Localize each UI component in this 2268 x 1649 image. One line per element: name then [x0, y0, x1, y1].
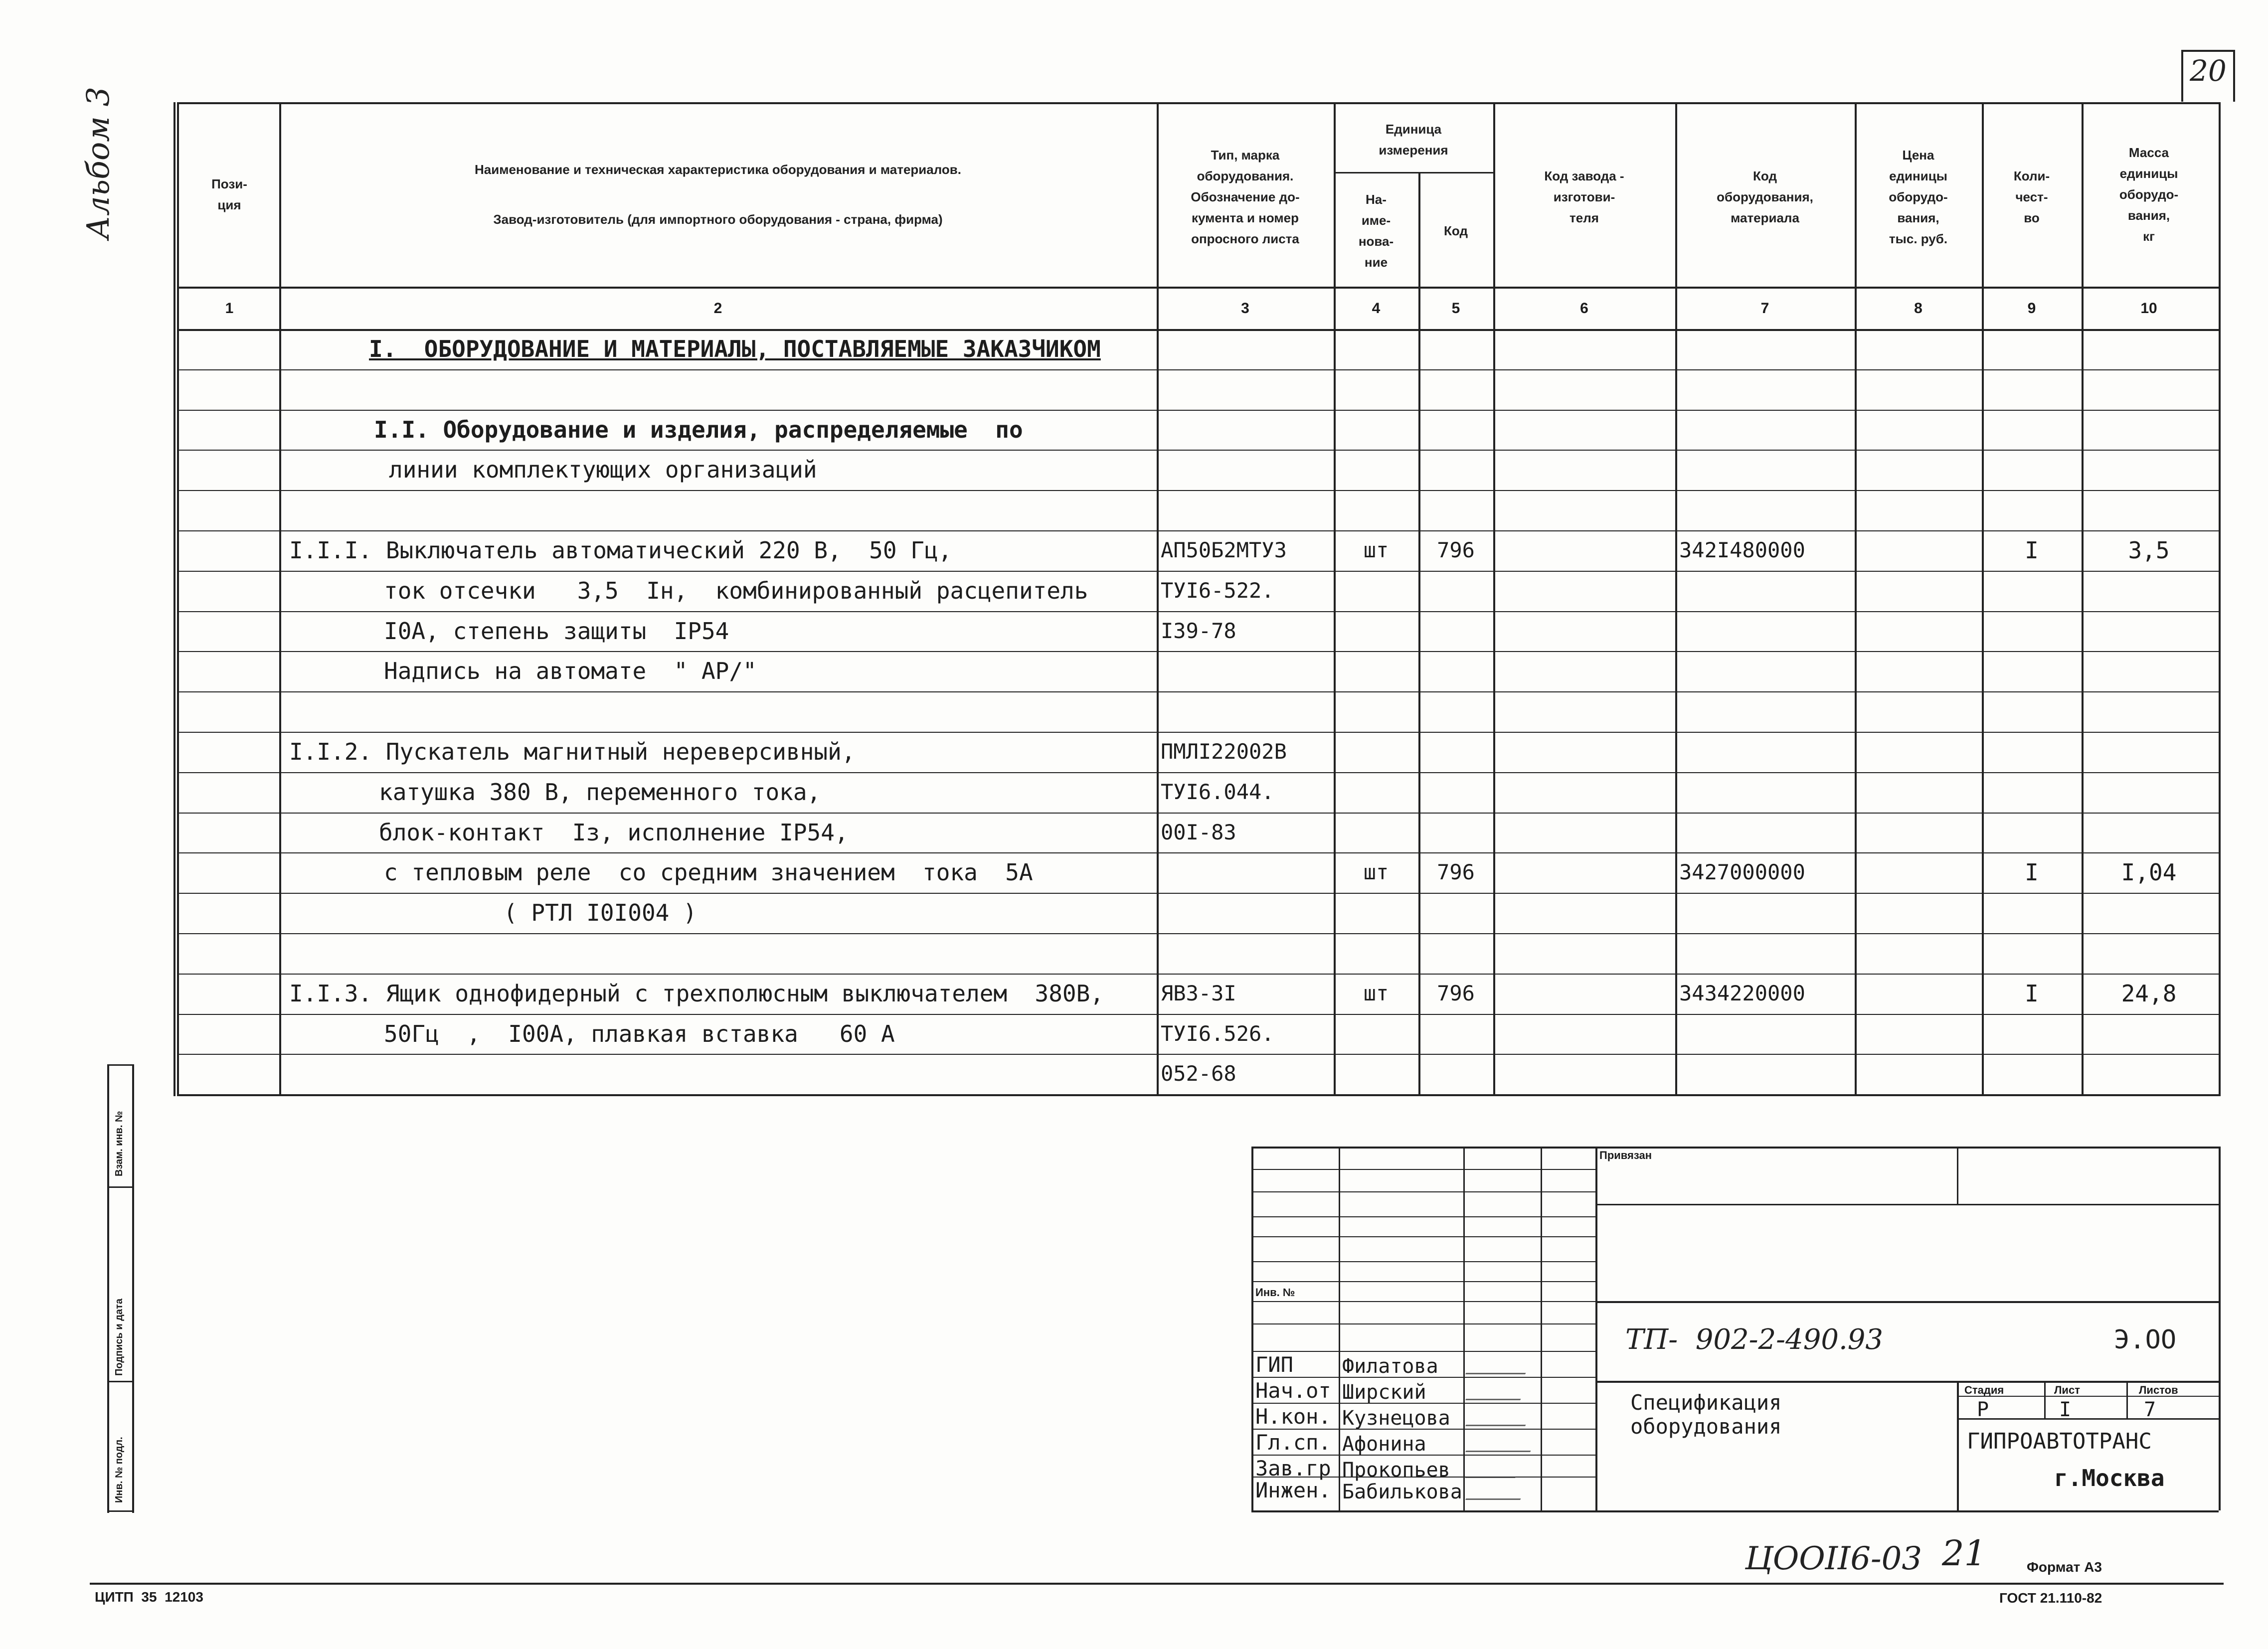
row-name: I.I.2. Пускатель магнитный нереверсивный,	[289, 738, 856, 765]
staff-name-0: Филатова	[1342, 1355, 1438, 1378]
row-mass: I,04	[2121, 859, 2177, 886]
row-name: I.I.I. Выключатель автоматический 220 В, 50 Гц,	[289, 537, 952, 564]
table-rule	[177, 691, 2219, 692]
title-block-rule	[1251, 1510, 2219, 1512]
row-equip-code: 342I480000	[1679, 538, 1805, 562]
table-rule	[177, 369, 2219, 370]
header-equip-code: Код оборудования, материала	[1717, 168, 1813, 225]
sheet-label: Лист	[2054, 1384, 2080, 1396]
row-type: ТУI6.526.	[1161, 1021, 1274, 1046]
title-block-rule	[1541, 1147, 1542, 1510]
title-block-rule	[2219, 1147, 2221, 1510]
row-name: ток отсечки 3,5 Iн, комбинированный расцепитель	[384, 577, 1088, 604]
stage-value: Р	[1977, 1398, 1989, 1421]
row-type: АП50Б2МТУЗ	[1161, 538, 1287, 562]
footer-handwritten-num: 21	[1942, 1533, 1987, 1574]
row-type: ЯВЗ-3I	[1161, 981, 1236, 1005]
side-stamp-rule	[107, 1186, 134, 1188]
row-unit-code: 796	[1437, 860, 1475, 885]
side-stamp-rule	[107, 1064, 109, 1513]
signature	[1465, 1403, 1536, 1426]
signature	[1465, 1351, 1536, 1374]
colnum-4: 4	[1372, 300, 1381, 317]
table-rule	[177, 490, 2219, 491]
table-rule	[177, 102, 179, 1096]
row-equip-code: 3427000000	[1679, 860, 1805, 885]
doc-title: Спецификация оборудования	[1630, 1390, 1782, 1439]
staff-name-2: Кузнецова	[1342, 1407, 1450, 1430]
table-rule	[177, 1094, 2219, 1096]
title-block-rule	[2126, 1381, 2128, 1418]
title-block-rule	[1251, 1191, 1595, 1192]
staff-name-5: Бабилькова	[1342, 1481, 1462, 1503]
signature	[1465, 1429, 1541, 1452]
header-position: Пози- ция	[211, 176, 247, 212]
staff-role-0: ГИП	[1255, 1352, 1293, 1377]
header-name-sub: Завод-изготовитель (для импортного оборудования - страна, фирма)	[493, 212, 943, 227]
footer-format: Формат А3	[2027, 1559, 2102, 1575]
row-name: 50Гц , I00А, плавкая вставка 60 А	[384, 1020, 895, 1047]
row-unit: шт	[1363, 860, 1389, 885]
title-block-rule	[1957, 1147, 1958, 1204]
staff-role-5: Инжен.	[1255, 1478, 1331, 1502]
title-block-rule	[1957, 1418, 2219, 1420]
row-type: 052-68	[1161, 1061, 1236, 1086]
staff-name-1: Ширский	[1342, 1381, 1426, 1404]
row-qty: I	[2025, 980, 2039, 1007]
row-name: линии комплектующих организаций	[389, 456, 817, 484]
header-mass: Масса единицы оборудо- вания, кг	[2119, 145, 2179, 244]
header-unit-code: Код	[1444, 223, 1468, 238]
album-label: Альбом 3	[80, 87, 116, 239]
side-replace-inv: Взам. инв. №	[114, 1111, 125, 1176]
table-rule	[1334, 172, 1493, 173]
title-block-rule	[1251, 1323, 1595, 1324]
row-name: с тепловым реле со средним значением тока 5А	[384, 859, 1033, 886]
row-type: 00I-83	[1161, 820, 1236, 844]
staff-role-4: Зав.гр	[1255, 1456, 1331, 1481]
row-qty: I	[2025, 537, 2039, 564]
header-unit-name: На- име- нова- ние	[1358, 191, 1394, 270]
header-price: Цена единицы оборудо- вания, тыс. руб.	[1889, 148, 1948, 246]
title-block-rule	[1595, 1381, 2219, 1383]
colnum-6: 6	[1580, 300, 1588, 317]
title-block-rule	[1595, 1147, 1597, 1510]
signature	[1465, 1477, 1531, 1500]
title-block-rule	[1251, 1236, 1595, 1237]
stage-label: Стадия	[1964, 1384, 2004, 1396]
side-stamp-rule	[107, 1381, 134, 1382]
staff-name-3: Афонина	[1342, 1433, 1426, 1456]
title-block-rule	[1251, 1301, 1595, 1302]
title-block-rule	[1251, 1216, 1595, 1217]
row-equip-code: 3434220000	[1679, 981, 1805, 1005]
side-stamp-rule	[107, 1064, 134, 1066]
row-type: ТУI6-522.	[1161, 578, 1274, 603]
row-unit: шт	[1363, 538, 1389, 562]
header-unit-group: Единица измерения	[1379, 122, 1448, 158]
colnum-10: 10	[2140, 300, 2157, 317]
title-block-rule	[1463, 1147, 1465, 1510]
row-type: ТУI6.044.	[1161, 779, 1274, 804]
header-type: Тип, марка оборудования. Обозначение до- кумента и номер опросного листа	[1191, 148, 1300, 246]
table-rule	[279, 102, 281, 1096]
header-name: Наименование и техническая характеристика оборудования и материалов.	[474, 162, 961, 177]
row-type: ПМЛI22002В	[1161, 739, 1287, 764]
row-name: ( РТЛ I0I004 )	[504, 899, 697, 927]
table-rule	[174, 102, 175, 1096]
row-qty: I	[2025, 859, 2039, 886]
table-rule	[177, 933, 2219, 934]
row-name: I0А, степень защиты IР54	[384, 617, 729, 645]
row-name: I.I. Оборудование и изделия, распределяемые по	[374, 416, 1023, 443]
header-plant-code: Код завода - изготови- теля	[1544, 168, 1624, 225]
row-mass: 24,8	[2121, 980, 2177, 1007]
row-type: I39-78	[1161, 618, 1236, 643]
row-unit: шт	[1363, 981, 1389, 1005]
side-stamp-rule	[132, 1064, 134, 1513]
inv-no-label: Инв. №	[1255, 1286, 1295, 1299]
header-qty: Коли- чест- во	[2013, 168, 2050, 225]
row-name: блок-контакт Iз, исполнение IР54,	[379, 819, 849, 846]
footer-left: ЦИТП 35 12103	[95, 1589, 203, 1605]
row-name: катушка 380 В, переменного тока,	[379, 778, 821, 806]
colnum-2: 2	[713, 300, 722, 317]
row-name: Надпись на автомате " АР/"	[384, 658, 757, 685]
colnum-5: 5	[1451, 300, 1460, 317]
sheet-number: 20	[2190, 54, 2227, 88]
title-block-rule	[1595, 1301, 2219, 1303]
title-block-rule	[1595, 1204, 2219, 1205]
city: г.Москва	[2054, 1465, 2165, 1491]
title-block-rule	[1251, 1261, 1595, 1262]
title-block-rule	[1251, 1351, 1595, 1352]
signature	[1465, 1455, 1526, 1478]
title-block-rule	[1251, 1169, 1595, 1170]
title-block-rule	[1957, 1381, 1959, 1510]
org-name: ГИПРОАВТОТРАНС	[1967, 1429, 2152, 1454]
colnum-1: 1	[225, 300, 234, 317]
staff-role-1: Нач.от	[1255, 1378, 1331, 1403]
colnum-3: 3	[1241, 300, 1249, 317]
row-unit-code: 796	[1437, 538, 1475, 562]
sheets-value: 7	[2144, 1398, 2156, 1421]
colnum-8: 8	[1914, 300, 1922, 317]
privyazan-label: Привязан	[1599, 1149, 1652, 1161]
table-rule	[177, 893, 2219, 894]
footer-rule	[90, 1583, 2224, 1585]
footer-handwritten-code: ЦООІІ6-03	[1745, 1540, 1922, 1577]
sheet-value: I	[2059, 1398, 2072, 1421]
doc-code: ТП- 902-2-490.93	[1625, 1323, 1884, 1356]
table-rule	[177, 102, 2219, 104]
staff-role-2: Н.кон.	[1255, 1404, 1331, 1429]
title-block-rule	[2044, 1381, 2046, 1418]
signature	[1465, 1377, 1531, 1400]
row-mass: 3,5	[2128, 537, 2170, 564]
row-name: I. ОБОРУДОВАНИЕ И МАТЕРИАЛЫ, ПОСТАВЛЯЕМЫЕ ЗАКАЗЧИКОМ	[369, 335, 1101, 362]
sheets-label: Листов	[2139, 1384, 2178, 1396]
staff-role-3: Гл.сп.	[1255, 1430, 1331, 1455]
title-block-rule	[1251, 1147, 1253, 1510]
table-rule	[2219, 102, 2221, 1096]
colnum-9: 9	[2027, 300, 2036, 317]
staff-name-4: Прокопьев	[1342, 1459, 1450, 1482]
doc-suffix: Э.ОО	[2114, 1325, 2177, 1355]
side-sign-date: Подпись и дата	[114, 1299, 125, 1376]
side-stamp-rule	[107, 1510, 134, 1512]
title-block-rule	[1339, 1147, 1340, 1510]
colnum-7: 7	[1760, 300, 1769, 317]
row-name: I.I.3. Ящик однофидерный с трехполюсным выключателем 380В,	[289, 980, 1104, 1007]
title-block-rule	[1251, 1281, 1595, 1282]
side-inv-orig: Инв. № подл.	[114, 1437, 125, 1503]
footer-gost: ГОСТ 21.110-82	[1999, 1590, 2102, 1606]
title-block-rule	[1251, 1147, 2219, 1149]
row-unit-code: 796	[1437, 981, 1475, 1005]
